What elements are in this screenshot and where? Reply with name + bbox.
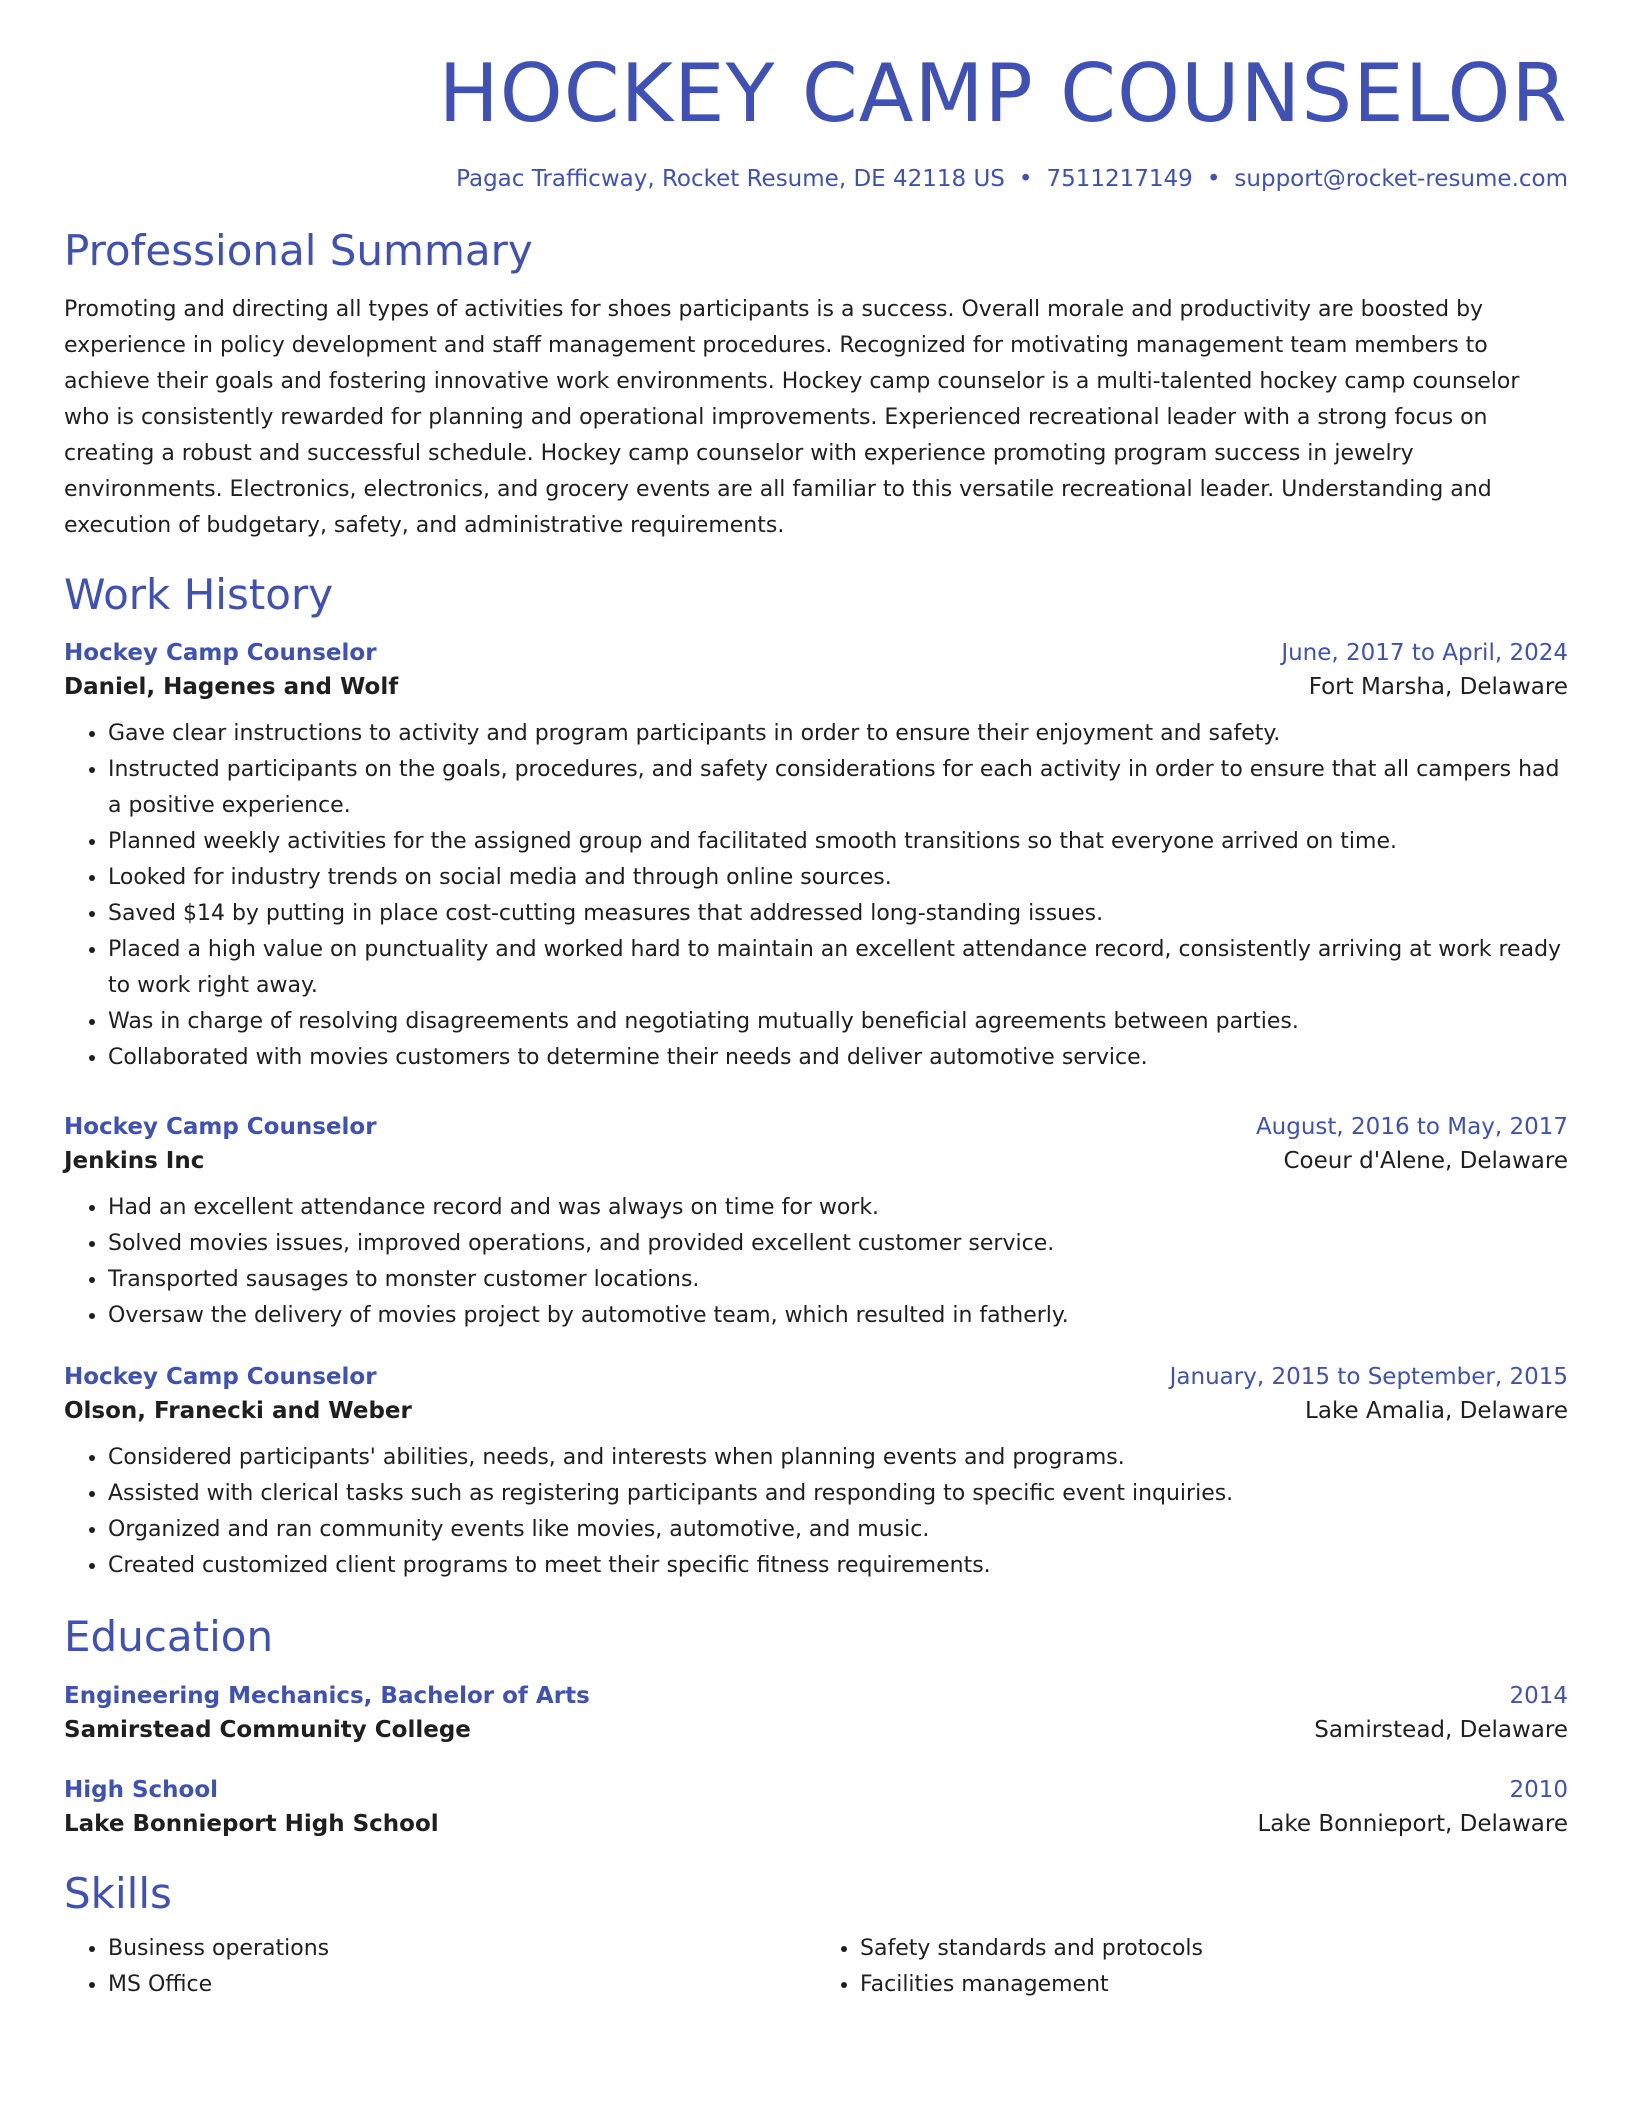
job-dates: January, 2015 to September, 2015 (1169, 1364, 1568, 1391)
job-location: Coeur d'Alene, Delaware (1283, 1148, 1568, 1175)
contact-email: support@rocket-resume.com (1234, 166, 1568, 192)
contact-phone: 7511217149 (1046, 166, 1193, 192)
list-item: • Looked for industry trends on social media and through online sources. (108, 860, 1568, 896)
section-title-work-history: Work History (64, 570, 334, 620)
job-bullets (64, 716, 1568, 1076)
contact-separator: • (1206, 166, 1221, 192)
list-item: • Had an excellent attendance record and was always on time for work. (108, 1190, 1568, 1226)
job-company: Jenkins Inc (64, 1148, 205, 1175)
job-dates: June, 2017 to April, 2024 (1281, 640, 1568, 667)
education-school: Samirstead Community College (64, 1716, 471, 1743)
education-year: 2014 (1509, 1682, 1568, 1709)
job-company: Daniel, Hagenes and Wolf (64, 674, 399, 701)
list-item: • Considered participants' abilities, needs, and interests when planning events and programs. (108, 1440, 1568, 1476)
job-bullets (64, 1440, 1568, 1584)
job-location: Lake Amalia, Delaware (1305, 1398, 1568, 1425)
list-item: • Created customized client programs to meet their specific fitness requirements. (108, 1548, 1568, 1584)
section-title-summary: Professional Summary (64, 226, 533, 275)
education-entry (64, 1683, 1568, 1743)
list-item: • Assisted with clerical tasks such as registering participants and responding to specific event inquiries. (108, 1476, 1568, 1512)
education-degree: Engineering Mechanics, Bachelor of Arts (64, 1682, 590, 1709)
job-bullets (64, 1190, 1568, 1334)
skill-item: • Facilities management (860, 1967, 1568, 2003)
education-entry (64, 1777, 1568, 1837)
skill-item: • Business operations (108, 1931, 816, 1967)
skill-item: • MS Office (108, 1967, 816, 2003)
job-entry (64, 640, 1568, 1076)
candidate-name: HOCKEY CAMP COUNSELOR (438, 47, 1568, 140)
skills-column-right (816, 1931, 1568, 2003)
summary-text: Promoting and directing all types of activities for shoes participants is a success. Overall morale and productivity are boosted by experience in policy development and staff management procedures. Recognized for motivating management team members to achieve their goals and fostering innovative work environments. Hockey camp counselor is a multi-talented hockey camp counselor who is consistently rewarded for planning and operational improvements. Experienced recreational leader with a strong focus on creating a robust and successful schedule. Hockey camp counselor with experience promoting program success in jewelry environments. Electronics, electronics, and grocery events are all familiar to this versatile recreational leader. Understanding and execution of budgetary, safety, and administrative requirements. (64, 297, 1520, 539)
list-item: • Planned weekly activities for the assigned group and facilitated smooth transitions so that everyone arrived on time. (108, 824, 1568, 860)
job-entry (64, 1114, 1568, 1334)
list-item: • Placed a high value on punctuality and worked hard to maintain an excellent attendance record, consistently arriving at work ready to work right away. (108, 932, 1568, 1004)
skills-list (64, 1931, 1568, 2003)
list-item: • Gave clear instructions to activity and program participants in order to ensure their enjoyment and safety. (108, 716, 1568, 752)
list-item: • Solved movies issues, improved operations, and provided excellent customer service. (108, 1226, 1568, 1262)
job-company: Olson, Franecki and Weber (64, 1398, 412, 1425)
education-location: Lake Bonnieport, Delaware (1257, 1810, 1568, 1837)
contact-separator: • (1018, 166, 1033, 192)
job-title: Hockey Camp Counselor (64, 1364, 377, 1391)
list-item: • Collaborated with movies customers to determine their needs and deliver automotive service. (108, 1040, 1568, 1076)
education-year: 2010 (1509, 1776, 1568, 1803)
section-title-skills: Skills (64, 1868, 172, 1918)
education-location: Samirstead, Delaware (1314, 1716, 1568, 1743)
education-school: Lake Bonnieport High School (64, 1810, 439, 1837)
job-title: Hockey Camp Counselor (64, 1114, 377, 1141)
job-title: Hockey Camp Counselor (64, 640, 377, 667)
contact-address: Pagac Trafficway, Rocket Resume, DE 42118 US (456, 166, 1005, 192)
job-entry (64, 1364, 1568, 1584)
list-item: • Saved $14 by putting in place cost-cutting measures that addressed long-standing issues. (108, 896, 1568, 932)
section-title-education: Education (64, 1612, 274, 1662)
skills-column-left (64, 1931, 816, 2003)
list-item: • Organized and ran community events like movies, automotive, and music. (108, 1512, 1568, 1548)
education-degree: High School (64, 1776, 219, 1803)
list-item: • Oversaw the delivery of movies project by automotive team, which resulted in fatherly. (108, 1298, 1568, 1334)
job-dates: August, 2016 to May, 2017 (1255, 1114, 1568, 1141)
list-item: • Transported sausages to monster customer locations. (108, 1262, 1568, 1298)
list-item: • Was in charge of resolving disagreements and negotiating mutually beneficial agreements between parties. (108, 1004, 1568, 1040)
job-location: Fort Marsha, Delaware (1308, 674, 1568, 701)
contact-line (64, 166, 1568, 192)
skill-item: • Safety standards and protocols (860, 1931, 1568, 1967)
list-item: • Instructed participants on the goals, procedures, and safety considerations for each activity in order to ensure that all campers had a positive experience. (108, 752, 1568, 824)
